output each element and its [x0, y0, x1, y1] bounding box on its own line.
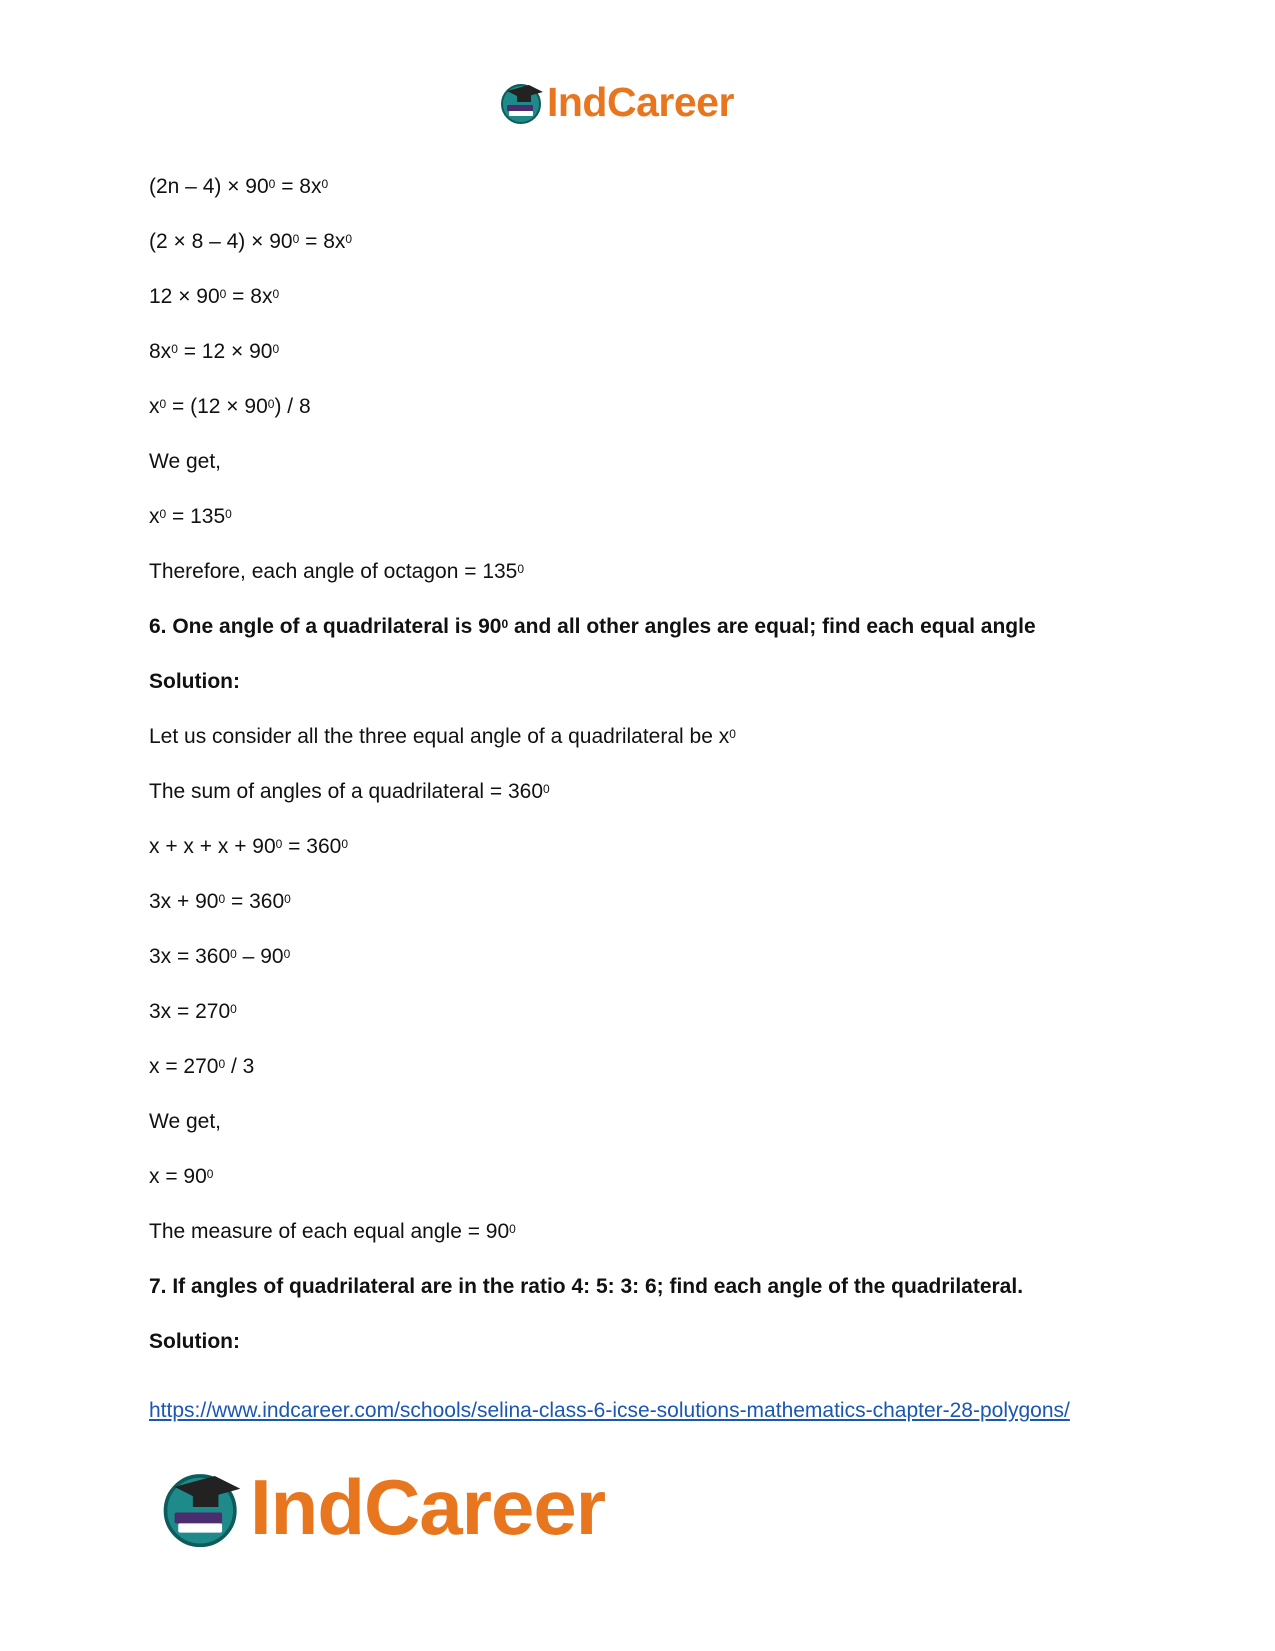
- text-run: = (12 × 90: [166, 395, 268, 418]
- superscript: 0: [218, 1057, 226, 1071]
- superscript: 0: [517, 562, 525, 576]
- paragraph: [149, 1164, 1149, 1190]
- bold-paragraph: [149, 614, 1149, 640]
- bold-paragraph: [149, 1329, 1149, 1355]
- bold-paragraph: [149, 1274, 1149, 1300]
- text-run: 6. One angle of a quadrilateral is 90: [149, 615, 502, 638]
- paragraph: [149, 339, 1149, 365]
- paragraph: [149, 394, 1149, 420]
- paragraph: [149, 889, 1149, 915]
- superscript: 0: [275, 837, 283, 851]
- brand-name: IndCareer: [547, 78, 734, 125]
- paragraph: [149, 229, 1149, 255]
- paragraph: [149, 1109, 1149, 1135]
- text-run: = 8x: [226, 285, 273, 308]
- superscript: 0: [321, 177, 329, 191]
- superscript: 0: [543, 782, 550, 796]
- text-run: = 12 × 90: [177, 340, 273, 363]
- text-run: (2 × 8 – 4) × 90: [149, 230, 293, 253]
- paragraph: [149, 944, 1149, 970]
- superscript: 0: [341, 837, 349, 851]
- superscript: 0: [292, 232, 300, 246]
- paragraph: [149, 724, 1149, 750]
- bold-paragraph: [149, 669, 1149, 695]
- superscript: 0: [159, 507, 167, 521]
- text-run: We get,: [149, 450, 221, 473]
- text-run: Solution:: [149, 670, 240, 693]
- text-run: We get,: [149, 1110, 221, 1133]
- paragraph: [149, 1054, 1149, 1080]
- superscript: 0: [218, 892, 226, 906]
- text-run: 12 × 90: [149, 285, 220, 308]
- text-run: (2n – 4) × 90: [149, 175, 269, 198]
- paragraph: [149, 779, 1149, 805]
- text-run: The sum of angles of a quadrilateral = 360: [149, 780, 543, 803]
- brand-name: IndCareer: [250, 1462, 606, 1551]
- paragraph: [149, 999, 1149, 1025]
- paragraph: [149, 284, 1149, 310]
- paragraph: [149, 559, 1149, 585]
- superscript: 0: [230, 947, 237, 961]
- superscript: 0: [206, 1167, 214, 1181]
- superscript: 0: [219, 287, 227, 301]
- text-run: 3x = 360: [149, 945, 231, 968]
- text-run: x = 270: [149, 1055, 219, 1078]
- text-run: Solution:: [149, 1330, 240, 1353]
- paragraph: [149, 1219, 1149, 1245]
- text-run: and all other angles are equal; find each equal angle: [508, 615, 1036, 638]
- paragraph: [149, 449, 1149, 475]
- text-run: 3x = 270: [149, 1000, 231, 1023]
- source-link[interactable]: https://www.indcareer.com/schools/selina-class-6-icse-solutions-mathematics-chapter-28-polygons/: [149, 1399, 1070, 1422]
- superscript: 0: [225, 507, 232, 521]
- header-logo: [499, 78, 799, 126]
- text-run: Therefore, each angle of octagon = 135: [149, 560, 518, 583]
- text-run: – 90: [236, 945, 284, 968]
- paragraph: [149, 834, 1149, 860]
- superscript: 0: [171, 342, 178, 356]
- text-run: x = 90: [149, 1165, 207, 1188]
- graduation-globe-icon: [499, 79, 545, 125]
- text-run: x: [149, 395, 160, 418]
- superscript: 0: [267, 397, 275, 411]
- text-run: = 8x: [299, 230, 346, 253]
- text-run: = 360: [282, 835, 342, 858]
- text-run: x: [149, 505, 160, 528]
- footer-logo: [160, 1462, 720, 1552]
- text-run: Let us consider all the three equal angle of a quadrilateral be x: [149, 725, 730, 748]
- superscript: 0: [283, 947, 291, 961]
- graduation-globe-icon: [160, 1465, 244, 1549]
- text-run: = 8x: [275, 175, 322, 198]
- text-run: = 360: [225, 890, 285, 913]
- superscript: 0: [509, 1222, 516, 1236]
- superscript: 0: [159, 397, 167, 411]
- text-run: 8x: [149, 340, 172, 363]
- superscript: 0: [272, 342, 280, 356]
- superscript: 0: [268, 177, 276, 191]
- text-run: 3x + 90: [149, 890, 219, 913]
- superscript: 0: [284, 892, 291, 906]
- text-run: = 135: [166, 505, 226, 528]
- superscript: 0: [272, 287, 280, 301]
- superscript: 0: [501, 617, 509, 631]
- superscript: 0: [345, 232, 353, 246]
- text-run: x + x + x + 90: [149, 835, 276, 858]
- superscript: 0: [230, 1002, 237, 1016]
- text-run: The measure of each equal angle = 90: [149, 1220, 510, 1243]
- text-run: 7. If angles of quadrilateral are in the ratio 4: 5: 3: 6; find each angle of the quadrilateral.: [149, 1275, 1024, 1298]
- document-body: [149, 174, 1149, 1384]
- text-run: ) / 8: [274, 395, 311, 418]
- text-run: / 3: [225, 1055, 255, 1078]
- paragraph: [149, 174, 1149, 200]
- superscript: 0: [729, 727, 736, 741]
- paragraph: [149, 504, 1149, 530]
